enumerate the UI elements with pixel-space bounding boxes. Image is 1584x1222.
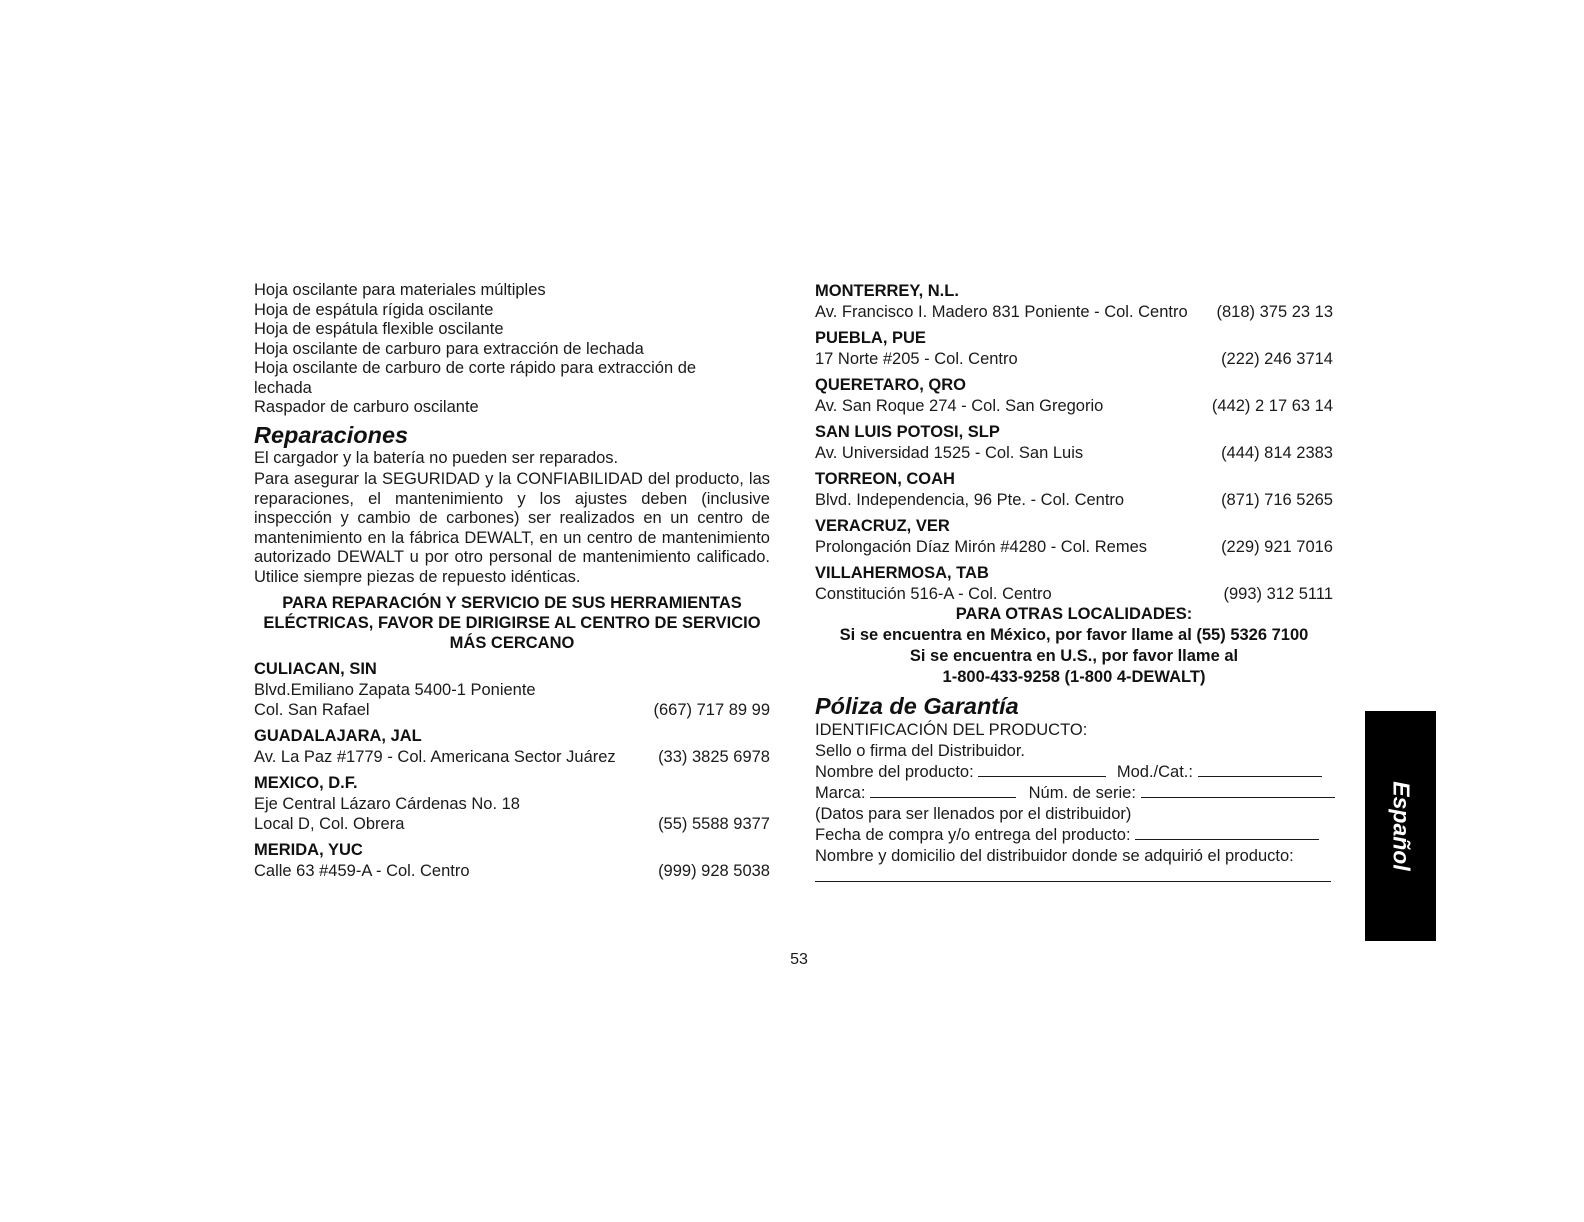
address-line: Constitución 516-A - Col. Centro [815,585,1052,603]
service-center-entry [815,328,1333,369]
city-name: MONTERREY, N.L. [815,282,959,300]
address-line: Prolongación Díaz Mirón #4280 - Col. Remes [815,538,1147,556]
address-line: Blvd.Emiliano Zapata 5400-1 Poniente [254,681,536,699]
service-center-entry [815,516,1333,557]
purchase-date-label: Fecha de compra y/o entrega del producto: [815,826,1131,844]
phone-number: (871) 716 5265 [1221,491,1333,509]
other-locations-us: Si se encuentra en U.S., por favor llame al [909,647,1239,665]
language-tab-label: Español [1388,781,1414,871]
distributor-note: (Datos para ser llenados por el distribuidor) [815,805,1132,823]
address-line: Av. La Paz #1779 - Col. Americana Sector Juárez [254,748,616,766]
accessory-item: Hoja oscilante de carburo de corte rápido para extracción de [254,359,697,377]
service-center-entry [254,773,770,834]
phone-number: (442) 2 17 63 14 [1211,397,1333,415]
city-name: VERACRUZ, VER [815,517,950,535]
service-center-entry [815,563,1333,604]
phone-number: (33) 3825 6978 [658,748,770,766]
product-name-field[interactable] [978,762,1106,777]
other-locations-us-phone: 1-800-433-9258 (1-800 4-DEWALT) [942,668,1206,686]
other-locations-mexico: Si se encuentra en México, por favor llame al (55) 5326 7100 [839,626,1309,644]
city-name: GUADALAJARA, JAL [254,727,422,745]
phone-number: (999) 928 5038 [658,862,770,880]
language-tab [1365,711,1436,941]
phone-number: (667) 717 89 99 [653,701,770,719]
accessory-item: lechada [254,378,312,397]
city-name: MERIDA, YUC [254,841,363,859]
accessory-item: Hoja oscilante de carburo para extracción de lechada [254,339,644,358]
address-line: Calle 63 #459-A - Col. Centro [254,862,470,880]
service-center-entry [815,375,1333,416]
city-name: CULIACAN, SIN [254,660,377,678]
right-column [815,281,1333,889]
phone-number: (993) 312 5111 [1223,585,1333,603]
accessory-item: Hoja de espátula rígida oscilante [254,300,494,319]
phone-number: (818) 375 23 13 [1216,303,1333,321]
service-center-entry [815,422,1333,463]
brand-field[interactable] [870,783,1016,798]
product-id-label: IDENTIFICACIÓN DEL PRODUCTO: [815,721,1088,739]
address-line: Col. San Rafael [254,701,370,719]
model-field[interactable] [1198,762,1322,777]
address-line: Av. Francisco I. Madero 831 Poniente - Col. Centro [815,303,1188,321]
city-name: PUEBLA, PUE [815,329,926,347]
service-center-entry [254,840,770,881]
city-name: SAN LUIS POTOSI, SLP [815,423,1000,441]
city-name: QUERETARO, QRO [815,376,966,394]
city-name: TORREON, COAH [815,470,955,488]
accessory-list [254,281,770,418]
service-center-note: PARA REPARACIÓN Y SERVICIO DE SUS HERRAMIENTAS ELÉCTRICAS, FAVOR DE DIRIGIRSE AL CENTRO DE SERVICIO MÁS CERCANO [263,594,761,652]
distributor-address-field[interactable] [815,867,1331,882]
city-name: VILLAHERMOSA, TAB [815,564,989,582]
address-line: Blvd. Independencia, 96 Pte. - Col. Centro [815,491,1125,509]
distributor-stamp-label: Sello o firma del Distribuidor. [815,742,1026,760]
page-number: 53 [790,951,808,968]
service-center-entry [815,469,1333,510]
address-line: Av. Universidad 1525 - Col. San Luis [815,444,1084,462]
distributor-address-label: Nombre y domicilio del distribuidor donde se adquirió el producto: [815,847,1294,865]
brand-label: Marca: [815,784,866,802]
accessory-item: Raspador de carburo oscilante [254,398,479,416]
repairs-heading: Reparaciones [254,421,409,448]
product-name-label: Nombre del producto: [815,763,974,781]
repairs-paragraph-2: Para asegurar la SEGURIDAD y la CONFIABILIDAD del producto, las reparaciones, el mantenimiento y los ajustes deben (inclusive inspección y cambio de carbones) ser realizados en un centro de mantenimiento en la fábrica DEWALT, en un centro de mantenimiento autorizado DEWALT u por otro personal de mantenimiento calificado. Utilice siempre piezas de repuesto idénticas. [254,470,770,586]
repairs-paragraph-1: El cargador y la batería no pueden ser reparados. [254,448,619,467]
phone-number: (229) 921 7016 [1221,538,1333,556]
accessory-item: Hoja oscilante para materiales múltiples [254,281,546,299]
service-center-entry [254,659,770,720]
serial-field[interactable] [1141,783,1335,798]
phone-number: (55) 5588 9377 [658,815,770,833]
address-line: 17 Norte #205 - Col. Centro [815,350,1018,368]
warranty-form [815,720,1333,889]
service-center-entry [254,726,770,767]
service-center-entry [815,281,1333,322]
phone-number: (444) 814 2383 [1221,444,1333,462]
accessory-item: Hoja de espátula flexible oscilante [254,320,504,338]
city-name: MEXICO, D.F. [254,774,358,792]
purchase-date-field[interactable] [1135,825,1319,840]
phone-number: (222) 246 3714 [1221,350,1333,368]
serial-label: Núm. de serie: [1028,784,1136,802]
model-label: Mod./Cat.: [1116,763,1193,781]
warranty-heading: Póliza de Garantía [815,693,1019,719]
address-line: Local D, Col. Obrera [254,815,405,833]
address-line: Eje Central Lázaro Cárdenas No. 18 [254,795,520,813]
address-line: Av. San Roque 274 - Col. San Gregorio [815,397,1104,415]
other-locations-title: PARA OTRAS LOCALIDADES: [955,605,1193,623]
left-column [254,281,770,881]
